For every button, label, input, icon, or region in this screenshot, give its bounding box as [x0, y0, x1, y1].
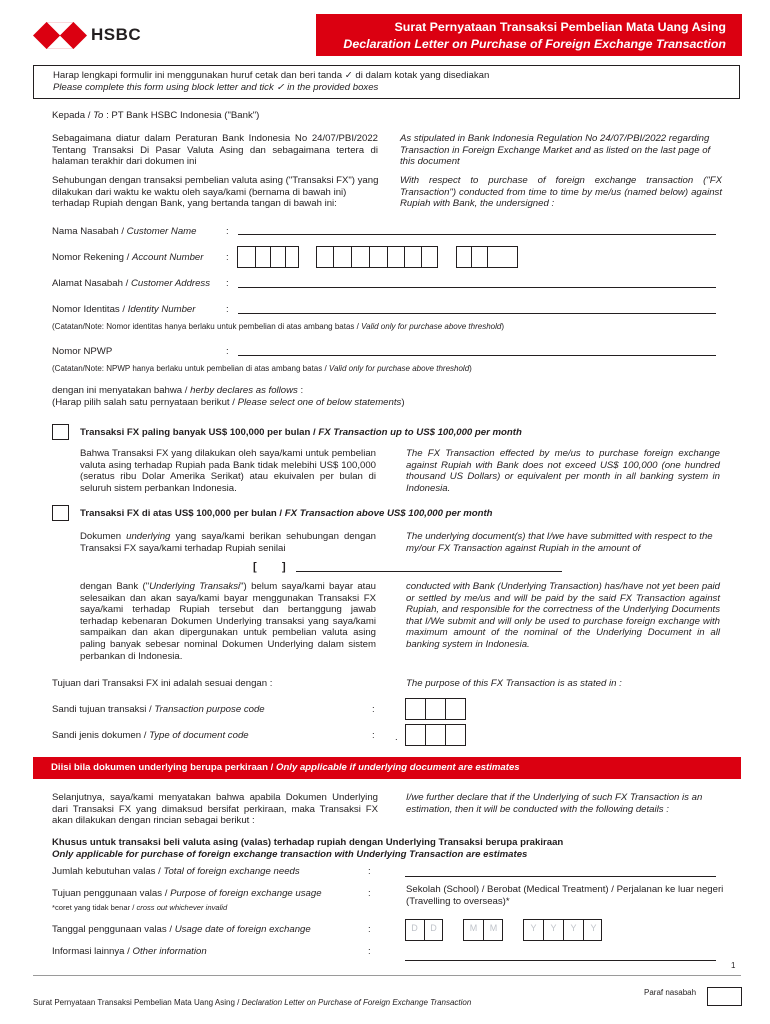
colon: : [368, 888, 371, 899]
estimate-body-en: I/we further declare that if the Underlying of such FX Transaction is an estimation, then it will be conducted with the following details : [406, 792, 703, 815]
customer-name-field[interactable] [238, 234, 716, 235]
account-number-field[interactable] [237, 246, 697, 268]
document-type-field[interactable] [405, 724, 466, 746]
instruction-english: Please complete this form using block letter and tick ✓ in the provided boxes [53, 81, 379, 93]
estimate-section-bar: Diisi bila dokumen underlying berupa perkiraan / Only applicable if underlying document are estimates [33, 757, 741, 779]
amount-close-bracket: ] [282, 561, 286, 573]
purchase-paragraph-id: Sehubungan dengan transaksi pembelian valuta asing ("Transaksi FX") yang dilakukan dari waktu ke waktu oleh saya/kami (bernama di bawah ini) terhadap Rupiah dengan Bank, yang bertanda tangan di bawah ini: [52, 175, 379, 210]
purchase-paragraph-en: With respect to purchase of foreign exchange transaction ("FX Transaction") conducted from time to time by me/us (named below) against Rupiah with Bank, the undersigned : [400, 175, 722, 210]
colon: : [368, 866, 371, 877]
colon: : [226, 304, 229, 315]
option-above-100k-title: Transaksi FX di atas US$ 100,000 per bulan / FX Transaction above US$ 100,000 per month [80, 508, 493, 519]
title-indonesian: Surat Pernyataan Transaksi Pembelian Mata Uang Asing [394, 20, 726, 34]
option-up-to-100k-body-en: The FX Transaction effected by me/us to purchase foreign exchange against Rupiah with Bank does not exceed US$ 100,000 (one hundred thousand US Dollars) or equivalent per month in all banking system in Indonesia. [406, 448, 720, 494]
year-placeholder: Y [550, 923, 557, 933]
option-above-100k-body1-en: The underlying document(s) that I/we have submitted with respect to the my/our FX Transaction against Rupiah in the amount of [406, 531, 713, 554]
option-up-to-100k-checkbox[interactable] [52, 424, 69, 440]
amount-open-bracket: [ [253, 561, 257, 573]
title-english: Declaration Letter on Purchase of Foreign Exchange Transaction [343, 37, 726, 51]
hsbc-wordmark: HSBC [91, 25, 142, 44]
colon: : [372, 704, 375, 715]
usage-date-label: Tanggal penggunaan valas / Usage date of foreign exchange [52, 924, 311, 935]
special-note-id: Khusus untuk transaksi beli valuta asing (valas) terhadap rupiah dengan Underlying Transaksi berupa prakiraan [52, 837, 564, 848]
fx-usage-label: Tujuan penggunaan valas / Purpose of foreign exchange usage [52, 888, 322, 899]
year-placeholder: Y [570, 923, 577, 933]
identity-note: (Catatan/Note: Nomor identitas hanya berlaku untuk pembelian di atas ambang batas / Valid only for purchase above threshold) [52, 322, 504, 331]
customer-address-field[interactable] [238, 287, 716, 288]
declaration-intro: dengan ini menyatakan bahwa / herby declares as follows : (Harap pilih salah satu pernyataan berikut / Please select one of below statements) [52, 385, 405, 408]
year-placeholder: Y [590, 923, 597, 933]
customer-address-label: Alamat Nasabah / Customer Address [52, 278, 211, 289]
strike-note: *coret yang tidak benar / cross out whichever invalid [52, 903, 228, 912]
other-info-field[interactable] [405, 960, 716, 961]
option-up-to-100k-title: Transaksi FX paling banyak US$ 100,000 per bulan / FX Transaction up to US$ 100,000 per month [80, 427, 522, 438]
identity-number-label: Nomor Identitas / Identity Number [52, 304, 196, 315]
document-type-label: Sandi jenis dokumen / Type of document code [52, 730, 249, 741]
colon: : [226, 226, 229, 237]
addressee: Kepada / To : PT Bank HSBC Indonesia ("Bank") [52, 110, 260, 121]
amount-field[interactable] [296, 571, 562, 572]
account-digit-group[interactable] [316, 246, 438, 268]
option-above-100k-body2-id: dengan Bank ("Underlying Transaksi") belum saya/kami bayar atau selesaikan dan akan saya/kami bayar menggunakan Transaksi FX saya/kami terhadap Rupiah tersebut dan bertanggung jawab terhadap kebenaran Dokumen Underlying transaksi yang saya/kami sampaikan dan akan dipergunakan untuk pembelian valuta asing paling banyak sebesar nominal Dokumen Underlying dalam sistem perbankan di Indonesia. [80, 581, 376, 662]
customer-initial-label: Paraf nasabah [644, 988, 697, 997]
colon: : [372, 730, 375, 741]
account-number-label: Nomor Rekening / Account Number [52, 252, 204, 263]
fx-total-label: Jumlah kebutuhan valas / Total of foreign exchange needs [52, 866, 300, 877]
npwp-field[interactable] [238, 355, 716, 356]
hsbc-hexagon-icon [33, 22, 87, 49]
colon: : [226, 252, 229, 263]
option-up-to-100k-body-id: Bahwa Transaksi FX yang dilakukan oleh saya/kami untuk pembelian valuta asing terhadap Rupiah pada Bank tidak melebihi US$ 100,000 (seratus ribu Dolar Amerika Serikat) atau ekuivalen per bulan di seluruh sistem perbankan Indonesia. [80, 448, 376, 494]
month-placeholder: M [489, 923, 498, 933]
day-placeholder: D [411, 923, 418, 933]
usage-date-field[interactable] [405, 919, 605, 941]
regulation-paragraph-id: Sebagaimana diatur dalam Peraturan Bank Indonesia No 24/07/PBI/2022 Tentang Transaksi Di Pasar Valuta Asing dan sebagaimana tertera di halaman terakhir dari dokumen ini [52, 133, 378, 168]
purpose-code-field[interactable] [405, 698, 466, 720]
customer-initial-box[interactable] [707, 987, 742, 1006]
instruction-box [33, 65, 740, 99]
instruction-indonesian: Harap lengkapi formulir ini menggunakan huruf cetak dan beri tanda ✓ di dalam kotak yang disediakan [53, 70, 490, 81]
account-digit-group[interactable] [237, 246, 299, 268]
colon: : [368, 924, 371, 935]
year-placeholder: Y [530, 923, 537, 933]
purpose-statement-id: Tujuan dari Transaksi FX ini adalah sesuai dengan : [52, 678, 273, 689]
page-number: 1 [731, 961, 736, 970]
option-above-100k-body1-id: Dokumen underlying yang saya/kami berikan sehubungan dengan Transaksi FX saya/kami terhadap Rupiah senilai [80, 531, 376, 554]
customer-name-label: Nama Nasabah / Customer Name [52, 226, 197, 237]
colon: : [226, 278, 229, 289]
separator-dot: . [395, 732, 398, 743]
identity-number-field[interactable] [238, 313, 716, 314]
estimate-body-id: Selanjutnya, saya/kami menyatakan bahwa apabila Dokumen Underlying dari Transaksi FX yang dimaksud bersifat perkiraan, maka Transaksi FX akan dilakukan dengan rincian sebagai berikut : [52, 792, 378, 827]
hsbc-logo [33, 22, 153, 48]
fx-usage-options[interactable]: Sekolah (School) / Berobat (Medical Treatment) / Perjalanan ke luar negeri (Travelling to overseas)* [406, 884, 724, 907]
day-placeholder: D [430, 923, 437, 933]
footer-document-title: Surat Pernyataan Transaksi Pembelian Mata Uang Asing / Declaration Letter on Purchase of Foreign Exchange Transaction [33, 998, 472, 1007]
fx-total-field[interactable] [405, 876, 716, 877]
colon: : [368, 946, 371, 957]
regulation-paragraph-en: As stipulated in Bank Indonesia Regulation No 24/07/PBI/2022 regarding Transaction in Foreign Exchange Market and as listed on the last page of this document [400, 133, 711, 168]
purpose-code-label: Sandi tujuan transaksi / Transaction purpose code [52, 704, 265, 715]
colon: : [226, 346, 229, 357]
purpose-statement-en: The purpose of this FX Transaction is as stated in : [406, 678, 622, 689]
footer-divider [33, 975, 741, 976]
header-title-bar [316, 14, 742, 56]
option-above-100k-body2-en: conducted with Bank (Underlying Transaction) has/have not yet been paid or settled by me/us and will be paid by the said FX Transaction against Rupiah, and responsible for the correctness of the Underlying Documents that I/We submit and will only be used to purchase foreign exchange with maximum amount of the nominal of the Underlying Document in all banking system in Indonesia. [406, 581, 720, 650]
npwp-label: Nomor NPWP [52, 346, 113, 357]
special-note-en: Only applicable for purchase of foreign exchange transaction with Underlying Transaction are estimates [52, 849, 528, 860]
other-info-label: Informasi lainnya / Other information [52, 946, 207, 957]
option-above-100k-checkbox[interactable] [52, 505, 69, 521]
npwp-note: (Catatan/Note: NPWP hanya berlaku untuk pembelian di atas ambang batas / Valid only for purchase above threshold) [52, 364, 472, 373]
month-placeholder: M [469, 923, 478, 933]
